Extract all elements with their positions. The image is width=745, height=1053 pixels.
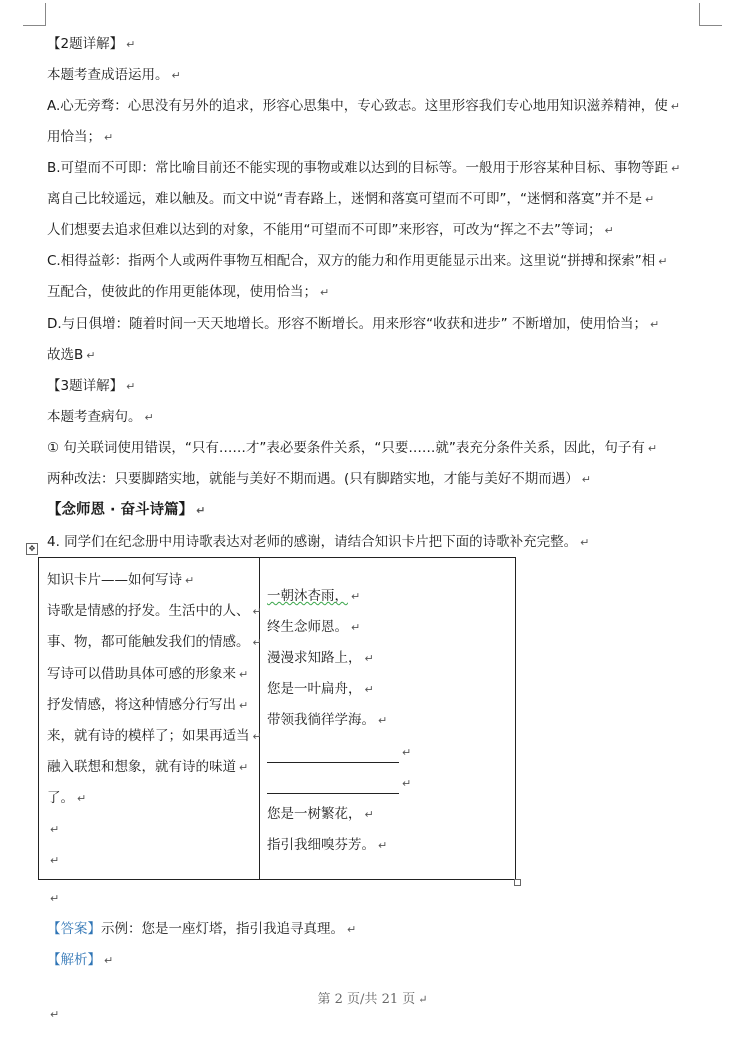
answer-line: 【答案】示例：您是一座灯塔，指引我追寻真理。 ↵	[47, 921, 357, 937]
poem-line: 漫漫求知路上， ↵	[267, 650, 374, 666]
text-line-content: 本题考查成语运用。	[47, 67, 169, 83]
text-line-content: ① 句关联词使用错误，“只有……才”表必要条件关系，“只要……就”表充分条件关系，因此，句子有	[47, 440, 645, 456]
answer-label: 【答案】	[47, 921, 101, 937]
text-line: C.相得益彰：指两个人或两件事物互相配合，双方的能力和作用更能显示出来。这里说“拼搏和探索”相 ↵	[47, 253, 668, 269]
text-line: 本题考查病句。 ↵	[47, 409, 154, 425]
answer-text: 示例：您是一座灯塔，指引我追寻真理。	[101, 921, 344, 937]
text-line: 离自己比较遥远，难以触及。而文中说“青春路上，迷惘和落寞可望而不可即”，“迷惘和落寞”并不是 ↵	[47, 191, 655, 207]
poem-line: 终生念师恩。 ↵	[267, 619, 361, 635]
poem-line: 您是一树繁花， ↵	[267, 806, 374, 822]
knowledge-card-line: 事、物，都可能触发我们的情感。 ↵	[47, 634, 262, 650]
knowledge-card-line: 知识卡片——如何写诗 ↵	[47, 572, 195, 588]
page-number: 第 2 页/共 21 页	[317, 992, 416, 1007]
text-line-content: 两种改法：只要脚踏实地，就能与美好不期而遇。(只有脚踏实地，才能与美好不期而遇）	[47, 471, 579, 487]
poem-line: 您是一叶扁舟， ↵	[267, 681, 374, 697]
knowledge-card-line: 融入联想和想象，就有诗的味道 ↵	[47, 759, 249, 775]
text-line-content: B.可望而不可即：常比喻目前还不能实现的事物或难以达到的目标等。一般用于形容某种目标、事物等距	[47, 160, 669, 176]
page-corner-mark	[23, 3, 46, 26]
empty-paragraph: ↵	[50, 854, 60, 867]
text-line: B.可望而不可即：常比喻目前还不能实现的事物或难以达到的目标等。一般用于形容某种目标、事物等距 ↵	[47, 160, 681, 176]
knowledge-card-line: 了。 ↵	[47, 790, 87, 806]
text-line-content: 【3题详解】	[47, 378, 124, 394]
section-title: 【念师恩 · 奋斗诗篇】 ↵	[47, 502, 206, 518]
text-line: D.与日俱增：随着时间一天天地增长。形容不断增长。用来形容“收获和进步” 不断增加，使用恰当； ↵	[47, 316, 660, 332]
text-line: 人们想要去追求但难以达到的对象，不能用“可望而不可即”来形容，可改为“挥之不去”等词； ↵	[47, 222, 614, 238]
poem-blank-input[interactable]: ↵	[267, 742, 411, 763]
knowledge-card-line: 写诗可以借助具体可感的形象来 ↵	[47, 666, 249, 682]
text-line: ① 句关联词使用错误，“只有……才”表必要条件关系，“只要……就”表充分条件关系，因此，句子有 ↵	[47, 440, 658, 456]
page-footer: 第 2 页/共 21 页 ↵	[317, 992, 428, 1007]
poem-blank-input[interactable]: ↵	[267, 773, 411, 794]
poem-line: 带领我徜徉学海。 ↵	[267, 712, 388, 728]
page-corner-mark	[699, 3, 722, 26]
knowledge-card-line: 抒发情感，将这种情感分行写出 ↵	[47, 697, 249, 713]
section-title-text: 【念师恩 · 奋斗诗篇】	[47, 502, 194, 518]
poem-line: 指引我细嗅芬芳。 ↵	[267, 837, 388, 853]
text-line-content: 互配合，使彼此的作用更能体现，使用恰当；	[47, 284, 317, 300]
empty-paragraph: ↵	[50, 892, 60, 905]
knowledge-card-line: 诗歌是情感的抒发。生活中的人、 ↵	[47, 603, 262, 619]
analysis-label: 【解析】	[47, 952, 101, 968]
text-line-content: 【2题详解】	[47, 36, 124, 52]
text-line-content: C.相得益彰：指两个人或两件事物互相配合，双方的能力和作用更能显示出来。这里说“拼搏和探索”相	[47, 253, 656, 269]
knowledge-card-line: 来，就有诗的模样了；如果再适当 ↵	[47, 728, 262, 744]
poem-line: 一朝沐杏雨， ↵	[267, 588, 361, 604]
text-line-content: 用恰当；	[47, 129, 101, 145]
empty-paragraph: ↵	[50, 823, 60, 836]
text-line-content: 4. 同学们在纪念册中用诗歌表达对老师的感谢，请结合知识卡片把下面的诗歌补充完整。	[47, 534, 578, 550]
text-line: 两种改法：只要脚踏实地，就能与美好不期而遇。(只有脚踏实地，才能与美好不期而遇） ↵	[47, 471, 591, 487]
empty-paragraph: ↵	[50, 1008, 60, 1021]
text-line: A.心无旁骛：心思没有另外的追求，形容心思集中，专心致志。这里形容我们专心地用知识滋养精神，使 ↵	[47, 98, 681, 114]
text-line: 【3题详解】 ↵	[47, 378, 136, 394]
text-line: 故选B ↵	[47, 347, 96, 363]
text-line: 4. 同学们在纪念册中用诗歌表达对老师的感谢，请结合知识卡片把下面的诗歌补充完整。 ↵	[47, 534, 590, 550]
text-line: 用恰当； ↵	[47, 129, 114, 145]
analysis-line: 【解析】 ↵	[47, 952, 114, 968]
text-line-content: 故选B	[47, 347, 84, 363]
text-line: 互配合，使彼此的作用更能体现，使用恰当； ↵	[47, 284, 330, 300]
table-move-handle-icon[interactable]: ✥	[26, 543, 38, 555]
text-line-content: A.心无旁骛：心思没有另外的追求，形容心思集中，专心致志。这里形容我们专心地用知识滋养精神，使	[47, 98, 668, 114]
text-line-content: 离自己比较遥远，难以触及。而文中说“青春路上，迷惘和落寞可望而不可即”，“迷惘和落寞”并不是	[47, 191, 642, 207]
text-line-content: 人们想要去追求但难以达到的对象，不能用“可望而不可即”来形容，可改为“挥之不去”等词；	[47, 222, 602, 238]
text-line-content: 本题考查病句。	[47, 409, 142, 425]
text-line: 【2题详解】 ↵	[47, 36, 136, 52]
text-line-content: D.与日俱增：随着时间一天天地增长。形容不断增长。用来形容“收获和进步” 不断增加，使用恰当；	[47, 316, 647, 332]
text-line: 本题考查成语运用。 ↵	[47, 67, 181, 83]
table-resize-handle[interactable]	[514, 879, 521, 886]
